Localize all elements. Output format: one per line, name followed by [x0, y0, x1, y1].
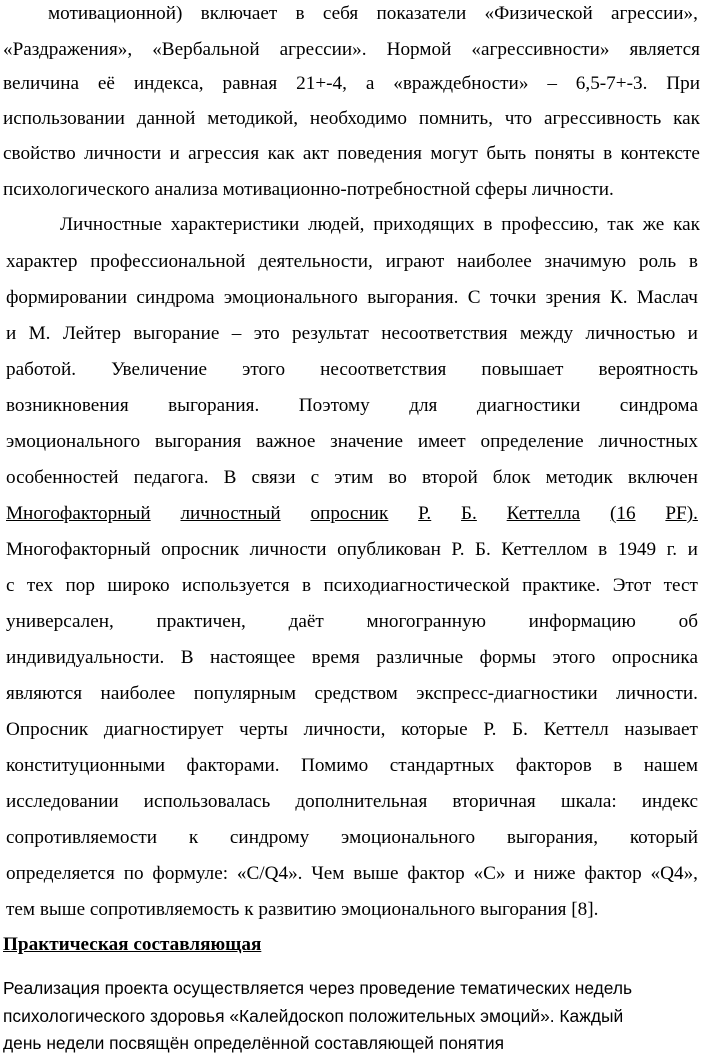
word: деятельности, [258, 251, 373, 272]
word: в [688, 251, 698, 272]
word: включен [627, 467, 698, 488]
word: М. [28, 323, 51, 344]
word: во [388, 467, 407, 488]
word: агрессия [188, 143, 260, 164]
paragraph-2-line-4 [6, 322, 698, 346]
word: являются [6, 683, 83, 704]
word: индекс [641, 791, 698, 812]
word: дополнительная [295, 791, 428, 812]
word: PF). [665, 503, 698, 524]
word: наиболее [457, 251, 532, 272]
word: свойство [3, 143, 76, 164]
paragraph-2-line-14 [6, 682, 698, 706]
word: быть [486, 143, 527, 164]
word: средством [314, 683, 398, 704]
word: агрессии», [611, 3, 698, 24]
word: выгорания. [367, 287, 459, 308]
word: что [504, 108, 533, 129]
word: величина [3, 73, 80, 94]
word: (16 [610, 503, 636, 524]
paragraph-2-line-16 [6, 754, 698, 778]
word: об [678, 611, 698, 632]
section-heading: Практическая составляющая [3, 934, 262, 955]
word: Поэтому [298, 395, 370, 416]
word: синдрома [136, 287, 215, 308]
word: несоответствия [381, 323, 508, 344]
word: диагностики [476, 395, 581, 416]
word: вероятность [598, 359, 698, 380]
word: профессиональной [90, 251, 246, 272]
word: – [231, 323, 242, 344]
paragraph-3-line-3: день недели посвящён определённой составляющей понятия [3, 1033, 505, 1053]
paragraph-1-line-5 [3, 142, 700, 166]
word: в [295, 3, 305, 24]
paragraph-2-line-15 [6, 718, 698, 742]
word: агрессивность [543, 108, 662, 129]
word: использовалась [143, 791, 271, 812]
word: опросник [310, 503, 389, 524]
word: различные [376, 647, 464, 668]
word: повышает [481, 359, 564, 380]
word: «Q4», [650, 863, 698, 884]
word: так [607, 214, 634, 235]
word: наиболее [100, 683, 176, 704]
word: второй [421, 467, 478, 488]
word: приходящих [373, 214, 475, 235]
word: характеристики [170, 214, 300, 235]
word: пор [65, 575, 95, 596]
word: равная [222, 73, 278, 94]
paragraph-2-line-7 [6, 430, 698, 454]
word: значимую [544, 251, 627, 272]
word: Помимо [301, 755, 369, 776]
word: К. [609, 287, 628, 308]
word: факторами. [186, 755, 280, 776]
word: формы [479, 647, 536, 668]
word: зрения [545, 287, 601, 308]
word: вторичная [452, 791, 536, 812]
word: г. [666, 539, 678, 560]
word: «Физической [484, 3, 593, 24]
word: используется [181, 575, 290, 596]
word: использовании [3, 108, 125, 129]
word: личности. [616, 683, 698, 704]
word: черты [239, 719, 288, 740]
word: – [547, 73, 557, 94]
word: же [642, 214, 665, 235]
word: «C» [473, 863, 506, 884]
word: могут [430, 143, 478, 164]
word: Р. [483, 719, 497, 740]
word: Нормой [386, 39, 452, 60]
paragraph-2-line-5 [6, 358, 698, 382]
word: эмоционального [223, 287, 358, 308]
word: личности [84, 143, 162, 164]
word: педагога. [133, 467, 209, 488]
paragraph-2-line-19 [6, 862, 698, 886]
paragraph-2-line-2 [6, 250, 698, 274]
word: Р. [451, 539, 465, 560]
word: «агрессивности» [471, 39, 610, 60]
paragraph-2-line-8 [6, 466, 698, 490]
word: помнить, [418, 108, 493, 129]
word: стандартных [389, 755, 495, 776]
word: как [673, 108, 700, 129]
paragraph-1-line-2 [3, 38, 700, 62]
word: и [687, 539, 698, 560]
word: Этот [612, 575, 652, 596]
word: личностный [180, 503, 281, 524]
word: Р. [418, 503, 432, 524]
word: широко [107, 575, 170, 596]
word: профессию, [501, 214, 599, 235]
word: включает [200, 3, 278, 24]
word: формуле: [152, 863, 229, 884]
word: блок [492, 467, 531, 488]
word: возникновения [6, 395, 129, 416]
word: а [365, 73, 375, 94]
word: её [97, 73, 115, 94]
word: с [6, 575, 15, 596]
word: точки [489, 287, 537, 308]
word: практичен, [156, 611, 246, 632]
word: личностью [585, 323, 676, 344]
word: по [123, 863, 144, 884]
paragraph-1-line-4 [3, 107, 700, 131]
word: к [188, 827, 199, 848]
paragraph-2-line-20: тем выше сопротивляемость к развитию эмоционального выгорания [8]. [6, 899, 599, 920]
paragraph-1-line-1 [48, 2, 698, 26]
word: Лейтер [62, 323, 121, 344]
word: выгорания, [506, 827, 599, 848]
word: экспресс-диагностики [416, 683, 598, 704]
word: Кеттеллом [501, 539, 588, 560]
word: «C/Q4». [236, 863, 303, 884]
word: и [169, 143, 180, 164]
paragraph-2-line-11 [6, 574, 698, 598]
word: «Вербальной [152, 39, 260, 60]
word: фактор [407, 863, 465, 884]
word: 21+-4, [296, 73, 347, 94]
word: важное [256, 431, 316, 452]
word: Многофакторный [6, 503, 151, 524]
word: индекса, [133, 73, 204, 94]
word: называет [624, 719, 698, 740]
word: в [483, 214, 493, 235]
word: В [180, 647, 194, 668]
word: в [598, 539, 608, 560]
paragraph-3-line-2: психологического здоровья «Калейдоскоп положительных эмоций». Каждый [3, 1006, 624, 1026]
word: формировании [6, 287, 128, 308]
word: конституционными [6, 755, 166, 776]
word: сопротивляемости [6, 827, 158, 848]
word: и [6, 323, 17, 344]
word: опубликован [337, 539, 441, 560]
word: Личностные [60, 214, 162, 235]
word: характер [6, 251, 78, 272]
word: результат [292, 323, 369, 344]
word: в [302, 575, 312, 596]
word: С [467, 287, 481, 308]
word: личности [249, 539, 327, 560]
paragraph-2-line-6 [6, 394, 698, 418]
word: особенностей [6, 467, 119, 488]
word: данной [136, 108, 196, 129]
word: опросника [611, 647, 698, 668]
word: и [687, 323, 698, 344]
word: ниже [533, 863, 576, 884]
word: практике. [522, 575, 601, 596]
word: работой. [6, 359, 77, 380]
word: даёт [288, 611, 324, 632]
word: выгорания. [168, 395, 260, 416]
word: Б. [474, 539, 491, 560]
word: Б. [512, 719, 528, 740]
word: Многофакторный [6, 539, 151, 560]
word: Маслач [636, 287, 698, 308]
word: шкала: [560, 791, 617, 812]
paragraph-3-line-1: Реализация проекта осуществляется через проведение тематических недель [3, 978, 633, 998]
word: как [673, 214, 700, 235]
paragraph-2-line-9 [6, 502, 698, 526]
word: в [603, 143, 613, 164]
paragraph-1-line-6: психологического анализа мотивационно-потребностной сферы личности. [3, 179, 614, 200]
paragraph-2-line-12 [6, 610, 698, 634]
word: людей, [308, 214, 365, 235]
word: это [253, 323, 280, 344]
word: между [519, 323, 574, 344]
paragraph-2-line-10 [6, 538, 698, 562]
word: этого [552, 647, 596, 668]
word: несоответствия [320, 359, 447, 380]
word: поняты [534, 143, 595, 164]
word: синдрому [229, 827, 310, 848]
word: контексте [620, 143, 700, 164]
word: настоящее [210, 647, 296, 668]
word: Кеттелл [543, 719, 609, 740]
word: тест [663, 575, 698, 596]
word: 1949 [617, 539, 657, 560]
word: связи [251, 467, 296, 488]
word: 6,5-7+-3. [575, 73, 648, 94]
word: исследовании [6, 791, 119, 812]
word: с [310, 467, 320, 488]
word: нашем [643, 755, 698, 776]
word: который [629, 827, 698, 848]
word: «враждебности» [393, 73, 529, 94]
word: выгорание [133, 323, 220, 344]
word: личностных [598, 431, 698, 452]
word: эмоционального [6, 431, 141, 452]
word: для [409, 395, 438, 416]
word: как [267, 143, 295, 164]
word: этим [334, 467, 374, 488]
word: индивидуальности. [6, 647, 165, 668]
word: тех [26, 575, 54, 596]
word: личности, [303, 719, 386, 740]
word: методик [545, 467, 613, 488]
word: акт [302, 143, 329, 164]
word: В [223, 467, 237, 488]
word: в [613, 755, 623, 776]
word: является [629, 39, 700, 60]
word: Чем [311, 863, 345, 884]
word: агрессии». [279, 39, 367, 60]
word: Кеттелла [506, 503, 581, 524]
word: показатели [376, 3, 467, 24]
word: поведения [337, 143, 422, 164]
word: диагностирует [103, 719, 224, 740]
word: определяется [6, 863, 115, 884]
word: значение [330, 431, 403, 452]
paragraph-2-line-13 [6, 646, 698, 670]
word: Опросник [6, 719, 89, 740]
word: синдрома [619, 395, 698, 416]
word: факторов [515, 755, 592, 776]
paragraph-2-line-3 [6, 286, 698, 310]
word: мотивационной) [48, 3, 183, 24]
word: определение [480, 431, 584, 452]
word: популярным [193, 683, 296, 704]
word: необходимо [309, 108, 408, 129]
word: себя [322, 3, 359, 24]
word: эмоционального [341, 827, 476, 848]
word: выгорания [154, 431, 242, 452]
word: универсален, [6, 611, 114, 632]
word: «Раздражения», [3, 39, 133, 60]
paragraph-2-line-17 [6, 790, 698, 814]
word: опросник [161, 539, 240, 560]
word: Увеличение [111, 359, 208, 380]
word: играют [385, 251, 445, 272]
word: выше [353, 863, 399, 884]
word: При [666, 73, 700, 94]
word: Б. [461, 503, 477, 524]
word: имеет [417, 431, 466, 452]
word: этого [242, 359, 286, 380]
word: методикой, [207, 108, 299, 129]
word: психодиагностической [323, 575, 510, 596]
word: информацию [528, 611, 636, 632]
word: многогранную [366, 611, 486, 632]
paragraph-2-line-1 [60, 213, 700, 237]
word: фактор [584, 863, 642, 884]
word: роль [638, 251, 677, 272]
word: которые [401, 719, 468, 740]
paragraph-1-line-3 [3, 72, 700, 96]
word: время [311, 647, 360, 668]
word: и [514, 863, 525, 884]
paragraph-2-line-18 [6, 826, 698, 850]
